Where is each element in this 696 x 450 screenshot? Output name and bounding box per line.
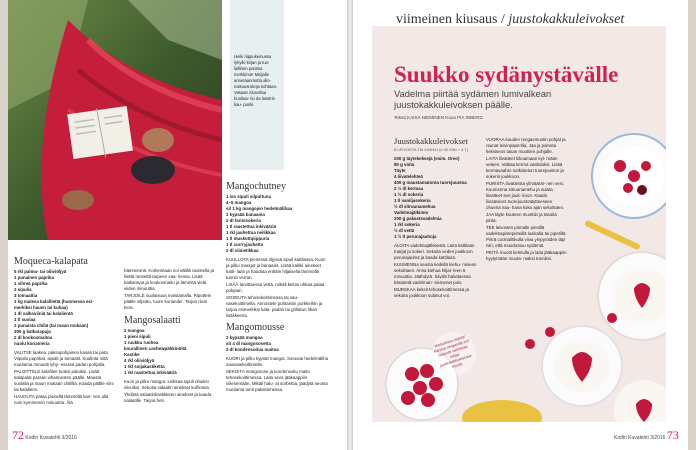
recipe-title: Mangomousse xyxy=(226,322,285,333)
ingredient: 80 g voita xyxy=(394,162,415,167)
recipe-yield: 6 LEIVOSTA TAI KAKKU (n 40 MIN + 4 T) xyxy=(394,147,469,152)
ingredient: 1 ½ dl sokeria xyxy=(394,192,424,197)
page-number: 73 xyxy=(666,428,679,442)
method-paragraph: SOSEUTA tehosekoittimessa tai sau- vasekoittimella. Annostele puhtaisiin purkkeihin ja tarjoa esimerkiksi kala- padan tai grillatun lihan lisäkkeena. xyxy=(226,295,323,318)
ingredient: 1 tl vaniljasokeria xyxy=(394,198,431,203)
ingredient: 3 dl kondensoitua maitoa xyxy=(226,347,279,352)
ingredient: 1 rkl sokeria xyxy=(394,222,420,227)
ingredient: 2 mangoa xyxy=(124,328,145,333)
hammock-reading-photo xyxy=(8,0,222,240)
section-label-italic: juustokakkuleivokset xyxy=(508,12,625,27)
method-paragraph: JAA täyte kuuteen muottiin ja tasoita pinta. xyxy=(486,212,557,223)
ingredient: 4 rkl oliiviöljyä xyxy=(124,358,155,363)
ingredient: 2 kypsää banaania xyxy=(226,212,265,217)
magazine-name: Kodin Kuvalehti 3/2016 xyxy=(25,435,77,441)
recipe-title: Mangosalaatti xyxy=(124,315,181,326)
method-paragraph: TEE leivosten pinnalle pienillä vadelmapistepisteillä lusikalla tai pipetillä. Piirrä cocktailtikulla viiva ympyröiden läpi niin, että muodostuu sydämiä. xyxy=(486,225,567,248)
ingredient: 2 sipulia xyxy=(14,287,32,292)
ingredient: 1 tl muskottipippuria xyxy=(226,236,270,241)
ingredient: 1 vihreä paprika xyxy=(14,281,48,286)
method-paragraph: VUORAA kuuden rengasmuotin pohjat ja reunat leivinpaperilla, Jaa ja paineta keksiseos tasan muottien pohjalle. xyxy=(486,137,566,154)
ingredient: 2 ½ dl kermaa xyxy=(394,186,424,191)
photo-caption: Heiki riippukeinussa lyhyiki kirjan ja tuo- laillisen parissa merkkimer Meijalle annetaanmutta allo- naisuusrukoja kohtaan. Vasaan Alunellaa huoltaa- tio da lasstrin kau- punki. xyxy=(234,54,278,107)
article-credit: Teksti KAISA NIEMINEN Kuva PIA INBERG xyxy=(394,115,484,120)
ingredient: sit 4 dl mangososetta xyxy=(226,341,271,346)
hammock-illustration xyxy=(8,0,222,240)
method-paragraph: KUORI ja pilko kypsät mangot. Soseuta hedelmäliha sauvasekoittimella. xyxy=(226,356,329,367)
tip-text: Herkullinen ohjeita! Kanssa rengasillä voit helposti valmistaa nittaa juustokakkuleivosia- muotti. xyxy=(433,334,473,370)
ingredient: kourallinen cashewpähkinöitä xyxy=(124,346,187,351)
method-paragraph: hämmennä. Korkeintaan voi välillä ravistella ja lisätä nestettä tarpeen vaa- tiessa. Lisää katkaravut ja kookosmaito ja lämmitä vielä viiden minuuttia. xyxy=(124,268,215,291)
recipe-cheesecake-a xyxy=(394,147,480,300)
ingredient: 4 liivatelehteä xyxy=(394,174,423,179)
ingredient: 1 rkl raastettua inkivääriä xyxy=(124,370,177,375)
ingredient: 5 rkl palmu- tai oliiviöljyä xyxy=(14,269,67,274)
ingredient: 2 kypsää mangoa xyxy=(226,335,263,340)
folio-right xyxy=(614,428,679,443)
section-header xyxy=(396,12,624,28)
section-label: viimeinen kiusaus / xyxy=(396,12,505,27)
ingredient-list xyxy=(14,269,114,347)
ingredient: 1 dl valkoviiniä tai kalalientä xyxy=(14,311,73,316)
recipe-mangochutney xyxy=(226,181,328,394)
ingredient: 1 tl suolaa xyxy=(14,317,36,322)
ingredient: 1 pieni sipuli xyxy=(124,334,151,339)
method-paragraph: PEITÄ muotit kelmulla ja laita jääkaappiin hyytymään muuta- maksi tunniksi. xyxy=(486,250,567,261)
ingredient: 2 dl kookosmaitoa xyxy=(14,335,53,340)
method-paragraph: HAUDUTA pataa pienellä lämmöllä kan- nen alla noin kymmenen minuuttia. Älä xyxy=(14,394,109,405)
ingredient: 400 g maustamatonta tuorejuustoa xyxy=(394,180,467,185)
method-paragraph: PURISTA liivatteista ylimääräi- nen vesi. Kuumenna sitruunamehu ja sulata liivatteet sen jouk- koon. Kaada liivateseos tuorejuustotäytteeseen ohuena nau- hana koko ajan sekoittaen. xyxy=(486,181,565,210)
ingredient: 1 iso sipuli silputtuna xyxy=(226,194,271,199)
article-subtitle: Vadelma piirtää sydämen lumivalkean juustokakkuleivoksen päälle. xyxy=(394,88,552,110)
article-title: Suukko sydänystävälle xyxy=(394,62,619,87)
method-paragraph: Yhdistä salaatinkastikkeen ainekset ja kaada salaatille. Tarjoa heti. xyxy=(124,392,212,403)
ingredient: 1 ruukku ruohoa xyxy=(124,340,159,345)
ingredient: 1 punainen paprika xyxy=(14,275,55,280)
middle-column xyxy=(124,268,218,405)
ingredient: 2 dl farinisokeria xyxy=(226,218,261,223)
page-number: 72 xyxy=(12,428,24,442)
method-paragraph: ALOITA vadelmajälkkiestä. Laita kattilaan marjat ja sokeri. Sekoita veden joukkoon perunajauhot ja kaada kattilaan. xyxy=(394,243,475,260)
ingredient: 1 tl currryjauhetta xyxy=(226,242,264,247)
method-paragraph: VALITSE laakea, paksupohjainen kasari tai pata. Viipaloi paprikat, sipulit ja tomaatit. Kuullota niitä muutama minuutti lyhy- essssa padan pohjalla. xyxy=(14,350,109,367)
ingredient: 1 rkl soijakastiketta xyxy=(124,364,165,369)
ingredient: sit 1 kg mangojen hedelmälihaa xyxy=(226,206,293,211)
recipe-title: Moqueca-kalapata xyxy=(14,256,88,267)
method-paragraph: KUULLOTA pienessä öljyssä sipuli kattilassa. Kuori ja pilko mangot ja banaanit. Lisää kaikki ainekset katti- laan ja hauduta erittäin hiljaisella lämmöllä tunnin verran. xyxy=(226,257,326,280)
recipe-moqueca xyxy=(14,256,114,407)
method-paragraph: LAITA liivatteet liikoamaan kyl- mään veteen. Vatkaa kerma vaahdoksi. Lisää kermavaahto notkistetun tuorejuuston ja sokerin joukkoon. xyxy=(486,156,564,179)
ingredient: 1 ½ tl perunajauhoja xyxy=(394,234,437,239)
ingredient: 2 dl viinietikkaa xyxy=(226,248,259,253)
gutter xyxy=(347,0,353,450)
ingredient: 4–5 mangoa xyxy=(226,200,252,205)
ingredient: 1 kg malesa kalafilettä (huomessa esi- xyxy=(14,299,94,304)
ingredient: 200 g pakastevadelmia xyxy=(394,216,442,221)
ingredient: Vadelmajälkimm xyxy=(394,210,429,215)
ingredient-list xyxy=(124,328,218,376)
ingredient: ½ dl vettä xyxy=(394,228,415,233)
ingredient: 300 g katkarapuja xyxy=(14,329,51,334)
ingredient: 200 g täytekeksejä (esim. Oreo) xyxy=(394,156,460,161)
ingredient: nuolu korianteria xyxy=(14,341,50,346)
method-paragraph: PALOITTELE kalafilee tuoksi paloiksi. Lisää kalapalat paraan vihannesten päälle. Mausta suolalla ja maun mukaan chillillä. Kaada päälle viini tai kalaliemi. xyxy=(14,369,114,392)
tip-badge xyxy=(432,332,476,376)
method-paragraph: SEKOITA mangososе ja kondensoitu maito tehosekoittimessa. Laita seos jääkaappiin viilenemään. Mikäli halu- at sorbettia, jäädytä seosta muutama tunti pakastimessa. xyxy=(226,369,328,392)
method-paragraph: KUUMENNA seosta liedellä kiehu- miseen sekoittaen. Anna kiehua hiljal- leen 5 minuuttia. Jäähdytä. Siivilöi haluttaessa käsistetä vadelman- siemenet pois. xyxy=(394,262,477,285)
ingredient: Kastike xyxy=(124,352,140,357)
recipe-title: Juustokakkuleivokset xyxy=(394,136,468,146)
ingredient: 2 punaista chiliä (tai maun mukaan) xyxy=(14,323,89,328)
photo-caption-box xyxy=(230,0,284,170)
magazine-name: Kodin Kuvalehti 3/2016 xyxy=(614,435,666,441)
ingredient-list xyxy=(226,194,328,254)
ingredient: Täyte xyxy=(394,168,406,173)
method-paragraph: Kuori ja pilko mangot. Leikkaa sipuli ohuiksi siivuiksi. Sekoita salaatin ainekset kulhossa. xyxy=(124,379,210,390)
method-paragraph: LISÄÄ tarvittaessa vettä, mikäli keitos uhkaa palaa pohjaan. xyxy=(226,282,325,293)
ingredient: 1 tl raastettua inkivääriä xyxy=(226,224,277,229)
method-paragraph: MURSKAA keksit tehosekoittimessa ja sekoita joukkoon sulanut voi. xyxy=(394,287,469,298)
ingredient: merkiksi hauen tai kuhaa) xyxy=(14,305,68,310)
ingredient: 1 rkl jauhettua neilikkaa xyxy=(226,230,276,235)
recipe-cheesecake-b xyxy=(486,137,568,263)
ingredient-list xyxy=(394,156,480,240)
ingredient: 3 tomaattia xyxy=(14,293,38,298)
ingredient: ½ dl sitruunamehua xyxy=(394,204,436,209)
ingredient-list xyxy=(226,335,328,353)
folio-left xyxy=(12,428,77,443)
method-paragraph: TARJOILE suolaisuus maistamalla. Ripottele päälle silputtu, tuore koriander. Tarjoa riisin kera. xyxy=(124,293,212,310)
recipe-title: Mangochutney xyxy=(226,181,286,192)
